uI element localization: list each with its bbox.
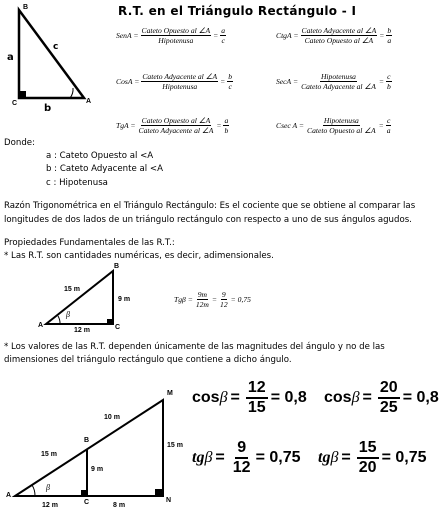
fig3-vertex-b: B (84, 437, 90, 444)
property-2-line: dimensiones del triángulo rectángulo que contiene a dicho ángulo. (4, 355, 292, 365)
fraction-num: 12 (246, 379, 268, 399)
property-1: * Las R.T. son cantidades numéricas, es decir, adimensionales. (4, 251, 274, 261)
formula-sec: SecA = Hipotenusa Cateto Adyacente al ∠A = c b (276, 72, 391, 91)
fig2-adj-label: 12 m (74, 327, 90, 334)
side-b-label: b (44, 103, 52, 114)
formula-den2: a (386, 126, 391, 135)
tg-equation-1: tg β = $\frac{9}{12}$ = 0,75 (192, 439, 301, 476)
formula-num: Cateto Adyacente al ∠A (142, 72, 218, 81)
formula-den: Cateto Adyacente al ∠A (138, 126, 214, 135)
eq-sign: = (211, 295, 218, 304)
formula-num: Hipotenusa (320, 72, 356, 81)
formula-csec: Csec A = Hipotenusa Cateto Opuesto al ∠A = c a (276, 116, 391, 135)
result: = 0,75 (255, 449, 301, 466)
formula-name: CtgA = (276, 31, 299, 40)
definition-line: Razón Trigonométrica en el Triángulo Rectángulo: Es el cociente que se obtiene al comparar las (4, 201, 416, 211)
eq-den: 12 (220, 300, 228, 309)
side-c-label: c (53, 42, 59, 52)
formula-den: Cateto Adyacente al ∠A (301, 82, 376, 91)
fn-name: cos (324, 389, 352, 406)
donde-label: Donde: (4, 138, 35, 148)
fig3-vertex-a: A (6, 492, 12, 499)
formula-den2: b (386, 82, 391, 91)
formula-den2: c (221, 36, 225, 45)
eq-num: 9m (197, 290, 207, 299)
formula-sen: SenA = Cateto Opuesto al ∠A Hipotenusa = a c (116, 26, 226, 45)
formula-den2: b (224, 126, 229, 135)
cos-equation-1: cos β = $\frac{12}{15}$ = 0,8 (192, 379, 307, 416)
fig3-side-15m-hyp: 15 m (41, 451, 57, 458)
formula-name: Csec A = (276, 121, 305, 130)
formula-name: SenA = (116, 31, 139, 40)
fn-name: tg (318, 449, 331, 466)
formula-den: Cateto Opuesto al ∠A (304, 36, 374, 45)
fraction-den: 15 (247, 399, 266, 416)
side-a-label: a (7, 52, 14, 63)
fig3-vertex-c: C (84, 499, 90, 506)
page-title: R.T. en el Triángulo Rectángulo - I (118, 4, 357, 18)
definition-line: longitudes de dos lados de un triángulo rectángulo con respecto a uno de sus ángulos agudos. (4, 215, 412, 225)
eq-num: 9 (221, 290, 226, 299)
legend-item: a : Cateto Opuesto al <A (46, 151, 154, 161)
formula-den: Hipotenusa (162, 82, 198, 91)
fig2-opp-label: 9 m (118, 296, 131, 303)
formula-num2: a (224, 116, 229, 125)
fig3-side-10m: 10 m (104, 414, 120, 421)
fig3-side-8m: 8 m (113, 502, 126, 509)
vertex-c-label: C (12, 100, 18, 107)
fraction-den: 20 (358, 459, 377, 476)
formula-num2: b (387, 26, 392, 35)
formula-num2: c (387, 72, 391, 81)
fraction-num: 15 (357, 439, 379, 459)
formula-num: Cateto Opuesto al ∠A (141, 26, 211, 35)
formula-den: Cateto Opuesto al ∠A (307, 126, 376, 135)
fig2-vertex-c: C (115, 324, 121, 331)
tg-equation-2: tg β = $\frac{15}{20}$ = 0,75 (318, 439, 427, 476)
fn-name: tg (192, 449, 205, 466)
formula-num: Hipotenusa (323, 116, 359, 125)
cos-equation-2: cos β = $\frac{20}{25}$ = 0,8 (324, 379, 439, 416)
fraction-num: 20 (378, 379, 400, 399)
formula-num: Cateto Opuesto al ∠A (141, 116, 211, 125)
formula-name: SecA = (276, 77, 299, 86)
angle-symbol: β (204, 449, 213, 466)
eq-result: = 0,75 (230, 295, 251, 304)
fig3-vertex-m: M (167, 390, 173, 397)
formula-den: Hipotenusa (158, 36, 194, 45)
vertex-a-label: A (86, 98, 92, 105)
fig2-hyp-label: 15 m (64, 286, 80, 293)
vertex-b-label: B (23, 4, 29, 11)
fraction-num: 9 (235, 439, 248, 459)
formula-num2: b (228, 72, 233, 81)
fraction-den: 25 (379, 399, 398, 416)
result: = 0,8 (270, 389, 307, 406)
angle-symbol: β (330, 449, 339, 466)
formula-cos: CosA = Cateto Adyacente al ∠A Hipotenusa = b c (116, 72, 233, 91)
eq-lhs: Tgβ = (174, 295, 193, 304)
fig3-side-12m: 12 m (42, 502, 58, 509)
fig2-vertex-b: B (114, 263, 120, 270)
formula-name: TgA = (116, 121, 136, 130)
fig2-angle-label: β (66, 310, 70, 319)
formula-num: Cateto Adyacente al ∠A (301, 26, 377, 35)
properties-title: Propiedades Fundamentales de las R.T.: (4, 238, 175, 248)
formula-num2: a (221, 26, 226, 35)
property-2-line: * Los valores de las R.T. dependen únicamente de las magnitudes del ángulo y no de las (4, 342, 385, 352)
fn-name: cos (192, 389, 220, 406)
angle-symbol: β (219, 389, 228, 406)
legend-item: c : Hipotenusa (46, 178, 108, 188)
fig3-angle-label: β (46, 483, 50, 492)
fraction-den: 12 (232, 459, 251, 476)
fig3-side-9m: 9 m (91, 466, 104, 473)
formula-den2: a (387, 36, 392, 45)
formula-num2: c (386, 116, 391, 125)
legend-item: b : Cateto Adyacente al <A (46, 164, 163, 174)
formula-name: CosA = (116, 77, 140, 86)
fig3-vertex-n: N (166, 497, 172, 504)
result: = 0,75 (381, 449, 427, 466)
formula-ctg: CtgA = Cateto Adyacente al ∠A Cateto Opuesto al ∠A = b a (276, 26, 392, 45)
result: = 0,8 (402, 389, 439, 406)
formula-den2: c (228, 82, 232, 91)
fig2-vertex-a: A (38, 322, 44, 329)
fig3-side-15m-vert: 15 m (167, 442, 183, 449)
angle-symbol: β (351, 389, 360, 406)
eq-den: 12m (195, 300, 209, 309)
formula-tg: TgA = Cateto Opuesto al ∠A Cateto Adyacente al ∠A = a b (116, 116, 229, 135)
